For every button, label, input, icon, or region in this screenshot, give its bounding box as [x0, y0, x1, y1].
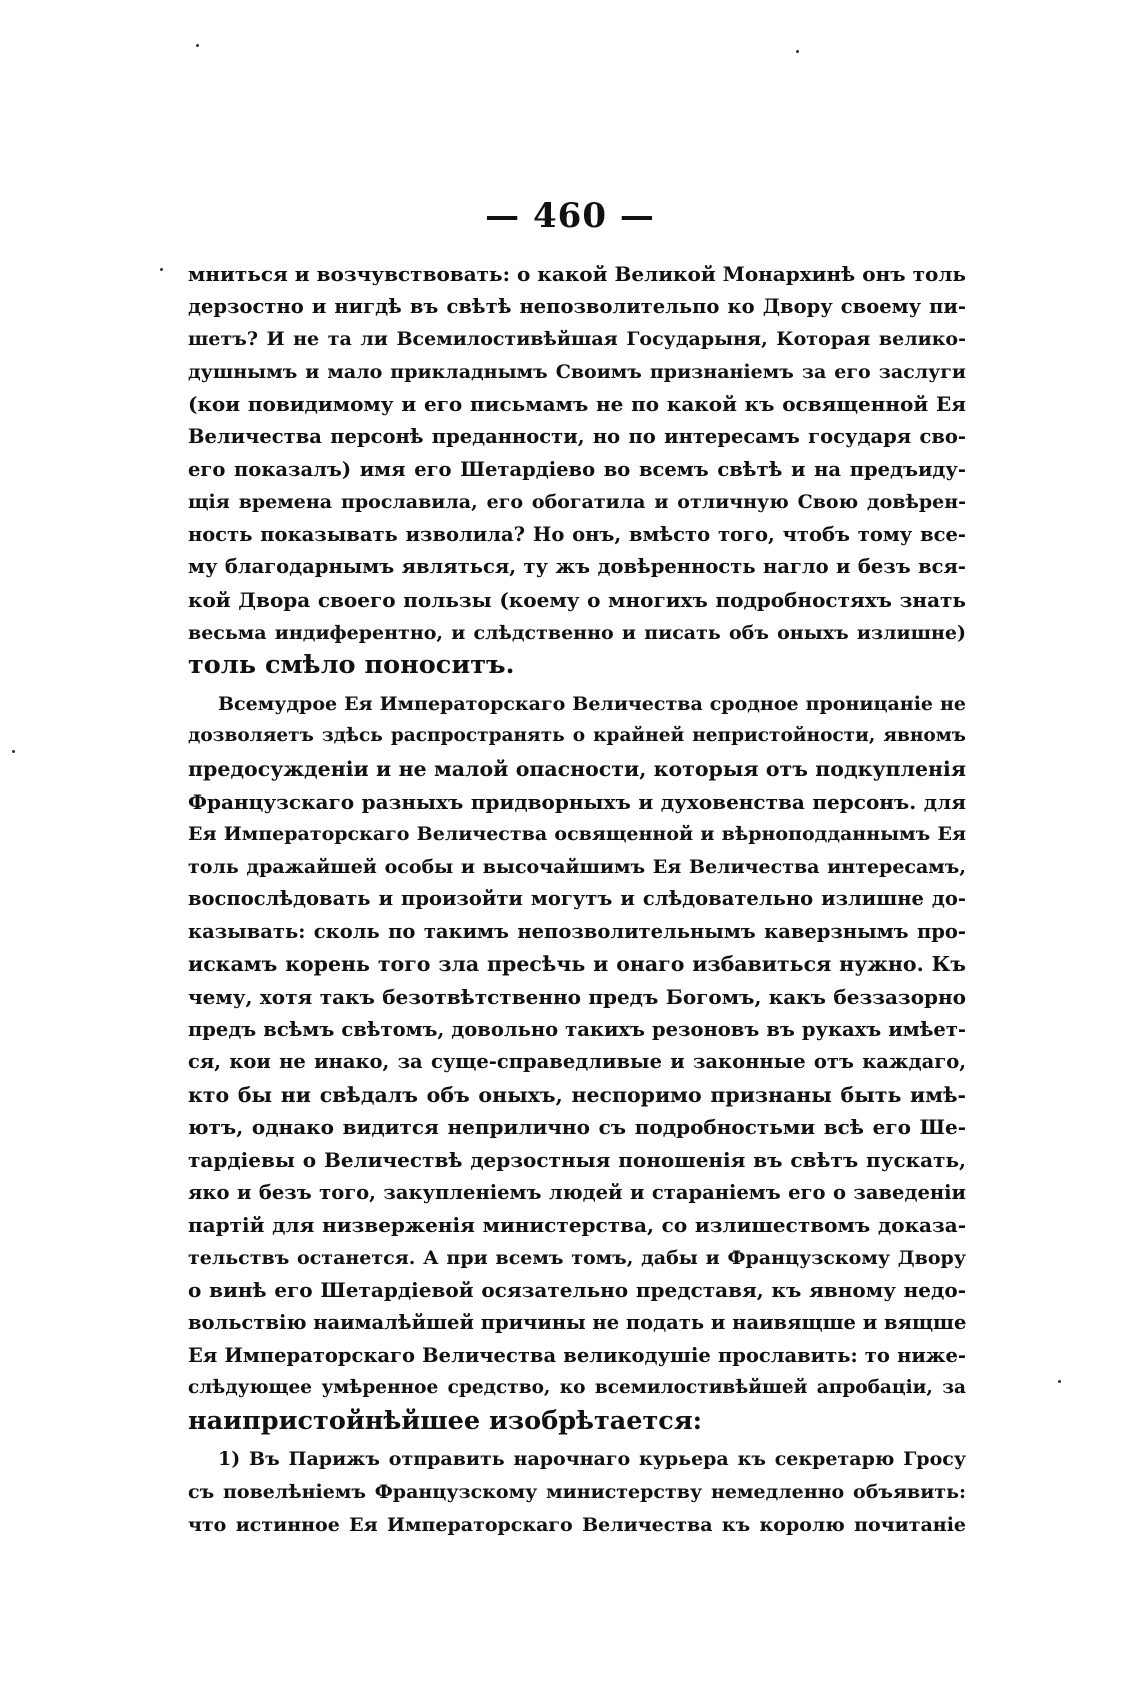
text-line: весьма индиферентно, и слѣдственно и писать объ оныхъ излишне): [188, 621, 966, 644]
text-line: предъ всѣмъ свѣтомъ, довольно такихъ резоновъ въ рукахъ имѣет-: [188, 1017, 966, 1041]
text-line: ютъ, однако видится неприлично съ подробностьми всѣ его Ше-: [188, 1115, 966, 1140]
scan-speck: [1058, 1380, 1061, 1383]
text-line: Ея Императорскаго Величества великодушіе прославить: то ниже-: [188, 1343, 966, 1367]
page-body: [188, 258, 966, 1541]
text-line: толь дражайшей особы и высочайшимъ Ея Величества интересамъ,: [188, 855, 966, 878]
scan-speck: [160, 268, 163, 271]
text-line: искамъ корень того зла пресѣчь и онаго избавиться нужно. Къ: [188, 952, 966, 977]
text-line: Всемудрое Ея Императорскаго Величества сродное проницаніе не: [218, 692, 966, 715]
scan-speck: [12, 750, 15, 753]
text-line: шетъ? И не та ли Всемилостивѣйшая Государыня, Которая велико-: [188, 328, 966, 351]
text-line: яко и безъ того, закупленіемъ людей и стараніемъ его о заведеніи: [188, 1180, 966, 1204]
text-line: тардіевы о Величествѣ дерзостныя поношенія въ свѣтъ пускать,: [188, 1148, 966, 1173]
text-line: му благодарнымъ являться, ту жъ довѣренность нагло и безъ вся-: [188, 555, 966, 579]
text-line: что истинное Ея Императорскаго Величества къ королю почитаніе: [188, 1513, 966, 1536]
scan-speck: [196, 44, 199, 47]
text-line: наипристойнѣйшее изобрѣтается:: [188, 1405, 703, 1436]
text-line: душнымъ и мало прикладнымъ Своимъ признаніемъ за его заслуги: [188, 360, 966, 383]
paragraph: [188, 258, 966, 682]
text-line: его показалъ) имя его Шетардіево во всемъ свѣтѣ и на предъиду-: [188, 457, 966, 481]
text-line: кто бы ни свѣдалъ объ оныхъ, неспоримо признаны быть имѣ-: [188, 1082, 966, 1107]
text-line: о винѣ его Шетардіевой осязательно представя, къ явному недо-: [188, 1278, 966, 1303]
text-line: щія времена прославила, его обогатила и отличную Свою довѣрен-: [188, 491, 966, 514]
text-line: Ея Императорскаго Величества освященной и вѣрноподданнымъ Ея: [188, 823, 966, 846]
text-line: слѣдующее умѣренное средство, ко всемилостивѣйшей апробаціи, за: [188, 1377, 966, 1399]
text-line: тельствъ останется. А при всемъ томъ, дабы и Французскому Двору: [188, 1246, 966, 1269]
text-line: казывать: сколь по такимъ непозволительнымъ каверзнымъ про-: [188, 919, 966, 943]
page-number: — 460 —: [485, 196, 655, 236]
text-line: чему, хотя такъ безотвѣтственно предъ Богомъ, какъ беззазорно: [188, 985, 966, 1010]
text-line: Величества персонѣ преданности, но по интересамъ государя сво-: [188, 424, 966, 448]
text-line: толь смѣло поноситъ.: [188, 650, 515, 681]
text-line: (кои повидимому и его письмамъ не по какой къ освященной Ея: [188, 392, 966, 417]
text-line: дозволяетъ здѣсь распространять о крайней непристойности, явномъ: [188, 725, 966, 747]
text-line: Французскаго разныхъ придворныхъ и духовенства персонъ. для: [188, 789, 966, 814]
text-line: ся, кои не инако, за суще-справедливые и законные отъ каждаго,: [188, 1050, 966, 1074]
text-line: дерзостно и нигдѣ въ свѣтѣ непозволительпо ко Двору своему пи-: [188, 294, 966, 318]
text-line: мниться и возчувствовать: о какой Великой Монархинѣ онъ толь: [188, 262, 966, 286]
text-line: предосужденіи и не малой опасности, которыя отъ подкупленія: [188, 756, 966, 781]
text-line: кой Двора своего пользы (коему о многихъ подробностяхъ знать: [188, 587, 966, 612]
text-line: 1) Въ Парижъ отправить нарочнаго курьера къ секретарю Гросу: [218, 1448, 966, 1471]
text-line: вольствію наималѣйшей причины не подать и наивящше и вящше: [188, 1311, 966, 1334]
text-line: партій для низверженія министерства, со излишествомъ доказа-: [188, 1213, 966, 1238]
scan-speck: [796, 50, 799, 53]
paragraph: [188, 688, 966, 1438]
text-line: съ повелѣніемъ Французскому министерству немедленно объявить:: [188, 1480, 966, 1503]
text-line: ность показывать изволила? Но онъ, вмѣсто того, чтобъ тому все-: [188, 522, 966, 546]
paragraph: [188, 1443, 966, 1541]
text-line: воспослѣдовать и произойти могутъ и слѣдовательно излишне до-: [188, 887, 966, 911]
